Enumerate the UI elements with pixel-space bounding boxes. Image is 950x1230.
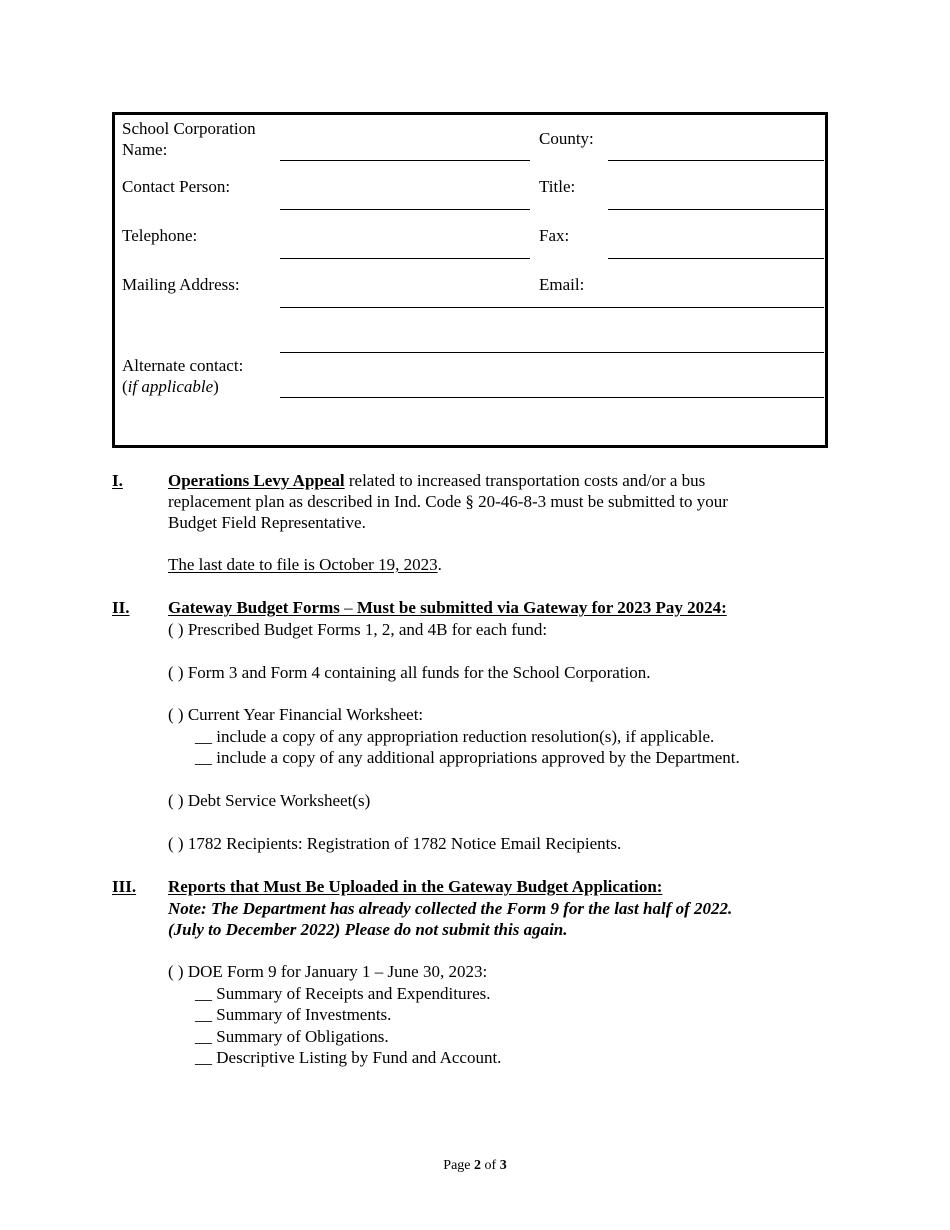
mailing-address-label: Mailing Address:: [122, 275, 240, 294]
page-number: Page 2 of 3: [443, 1158, 507, 1173]
section-2-item-5[interactable]: ( ) 1782 Recipients: Registration of 1782 Notice Email Recipients.: [168, 834, 622, 853]
contact-person-field[interactable]: [280, 209, 530, 210]
section-1-deadline: The last date to file is October 19, 2023.: [168, 555, 442, 574]
section-2-item-3-sub-1[interactable]: __ include a copy of any appropriation reduction resolution(s), if applicable.: [195, 727, 715, 746]
fax-label: Fax:: [539, 226, 570, 245]
email-label: Email:: [539, 275, 585, 294]
section-1-paragraph: Operations Levy Appeal related to increased transportation costs and/or a bus replacement plan as described in Ind. Code § 20-46-8-3 must be submitted to your Budget Field Representative.: [168, 471, 728, 532]
section-2-numeral: II.: [112, 598, 130, 617]
section-2-item-3[interactable]: ( ) Current Year Financial Worksheet:: [168, 705, 424, 724]
section-1-title: Operations Levy Appeal: [168, 471, 345, 490]
alternate-contact-label: Alternate contact: (if applicable): [122, 356, 244, 396]
section-2-item-3-sub-2[interactable]: __ include a copy of any additional appropriations approved by the Department.: [195, 748, 740, 767]
contact-person-label: Contact Person:: [122, 177, 231, 196]
section-3-item-1[interactable]: ( ) DOE Form 9 for January 1 – June 30, 2023:: [168, 962, 488, 981]
title-field[interactable]: [608, 209, 824, 210]
section-2-title: Gateway Budget Forms – Must be submitted via Gateway for 2023 Pay 2024:: [168, 598, 727, 617]
alternate-contact-field[interactable]: [280, 397, 824, 398]
section-2-item-2[interactable]: ( ) Form 3 and Form 4 containing all funds for the School Corporation.: [168, 663, 651, 682]
county-field[interactable]: [608, 160, 824, 161]
county-label: County:: [539, 129, 594, 148]
section-2-item-1[interactable]: ( ) Prescribed Budget Forms 1, 2, and 4B for each fund:: [168, 620, 548, 639]
section-2-item-4[interactable]: ( ) Debt Service Worksheet(s): [168, 791, 371, 810]
section-3-sub-1[interactable]: __ Summary of Receipts and Expenditures.: [195, 984, 491, 1003]
section-3-sub-2[interactable]: __ Summary of Investments.: [195, 1005, 392, 1024]
fax-field[interactable]: [608, 258, 824, 259]
telephone-label: Telephone:: [122, 226, 198, 245]
section-3-title: Reports that Must Be Uploaded in the Gateway Budget Application:: [168, 877, 663, 896]
telephone-field[interactable]: [280, 258, 530, 259]
mailing-address-field[interactable]: [280, 307, 824, 308]
school-corp-label: School Corporation Name:: [122, 119, 256, 159]
section-3-sub-4[interactable]: __ Descriptive Listing by Fund and Account.: [195, 1048, 502, 1067]
section-3-numeral: III.: [112, 877, 137, 896]
mailing-address-field-2[interactable]: [280, 352, 824, 353]
section-3-sub-3[interactable]: __ Summary of Obligations.: [195, 1027, 389, 1046]
title-label: Title:: [539, 177, 576, 196]
section-3-note: Note: The Department has already collected the Form 9 for the last half of 2022. (July to December 2022) Please do not submit this again.: [168, 899, 733, 939]
school-corp-name-field[interactable]: [280, 160, 530, 161]
section-1-numeral: I.: [112, 471, 123, 490]
